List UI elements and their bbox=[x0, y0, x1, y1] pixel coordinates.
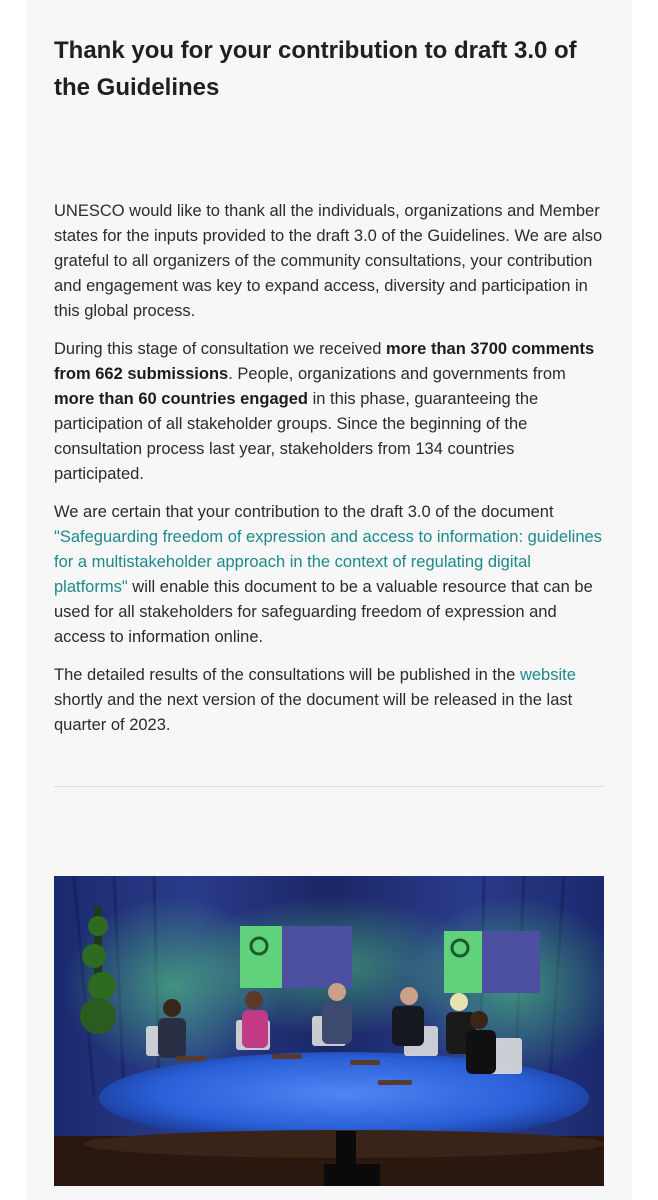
text-segment: We are certain that your contribution to the draft 3.0 of the document bbox=[54, 503, 554, 521]
text-segment: in this phase, guaranteeing the participation of all stakeholder groups. Since the beginning of the consultation process last year, stakeholders from 134 countries participated. bbox=[54, 390, 539, 483]
paragraph-document bbox=[54, 500, 606, 650]
stat-comments: more than 3700 comments from 662 submissions bbox=[54, 340, 595, 383]
text-segment: The detailed results of the consultations will be published in the bbox=[54, 666, 520, 684]
paragraph-thanks: UNESCO would like to thank all the individuals, organizations and Member states for the inputs provided to the draft 3.0 of the Guidelines. We are also grateful to all organizers of the community consultations, your contribution and engagement was key to expand access, diversity and participation in this global process. bbox=[54, 202, 603, 320]
page-title: Thank you for your contribution to draft 3.0 of the Guidelines bbox=[54, 37, 577, 101]
stat-countries: more than 60 countries engaged bbox=[54, 390, 308, 408]
guidelines-document-link[interactable]: "Safeguarding freedom of expression and access to information: guidelines for a multistakeholder approach in the context of regulating digital platforms" bbox=[54, 528, 602, 596]
section-divider bbox=[54, 786, 604, 787]
body-text bbox=[54, 199, 606, 751]
panel-discussion-photo bbox=[54, 876, 604, 1186]
text-segment: will enable this document to be a valuable resource that can be used for all stakeholders for safeguarding freedom of expression and access to information online. bbox=[54, 578, 593, 646]
website-link[interactable]: website bbox=[519, 666, 576, 684]
email-card bbox=[26, 0, 632, 1200]
text-segment: . People, organizations and governments from bbox=[228, 365, 566, 383]
paragraph-consultation-stats bbox=[54, 337, 606, 487]
display-screen-right bbox=[444, 931, 540, 993]
text-segment: During this stage of consultation we received bbox=[54, 340, 387, 358]
text-segment: shortly and the next version of the document will be released in the last quarter of 2023. bbox=[54, 691, 573, 734]
paragraph-results bbox=[54, 663, 606, 738]
stage-illustration bbox=[54, 876, 604, 1186]
display-screen-left bbox=[240, 926, 352, 988]
